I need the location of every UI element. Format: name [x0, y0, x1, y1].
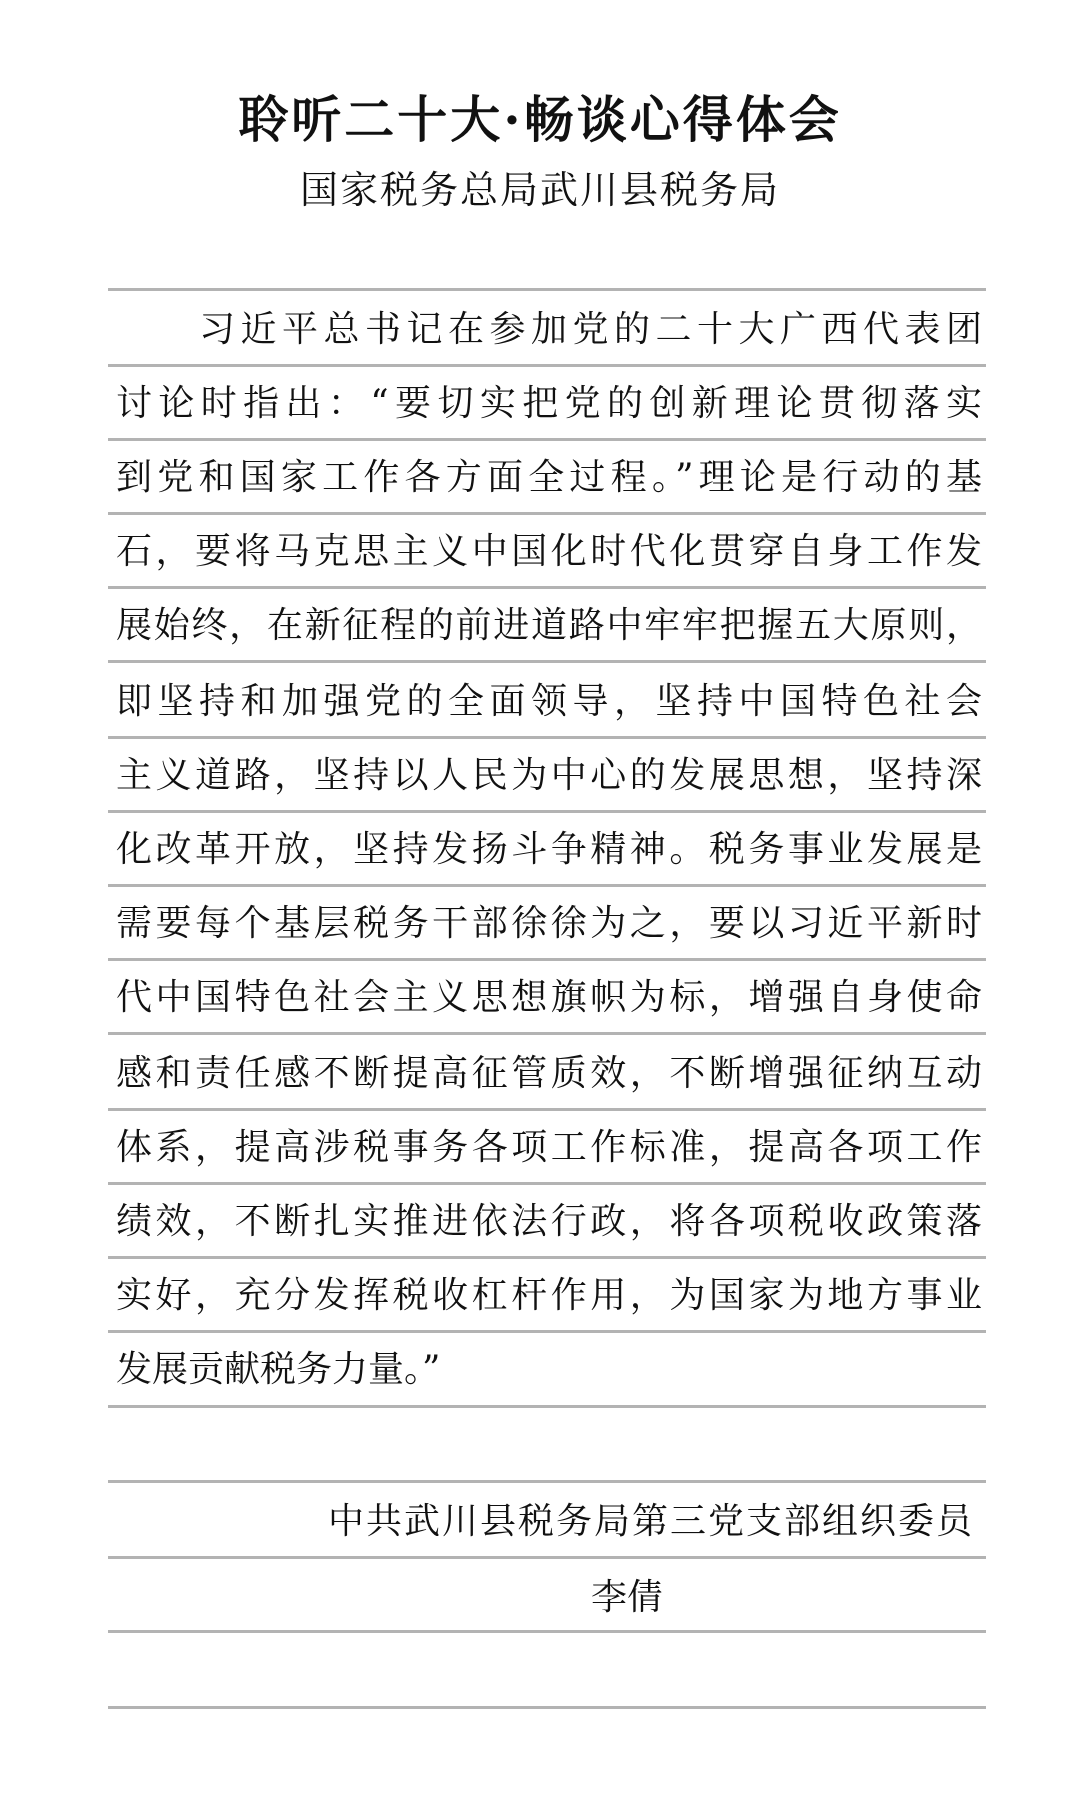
- document-subtitle: 国家税务总局武川县税务局: [299, 168, 780, 212]
- body-line: 主义道路，坚持以人民为中心的发展思想，坚持深: [116, 755, 982, 796]
- ruled-line: [108, 1108, 986, 1111]
- ruled-line: [108, 736, 986, 739]
- document-title: 聆听二十大·畅谈心得体会: [238, 90, 842, 149]
- body-line: 绩效，不断扎实推进依法行政，将各项税收政策落: [116, 1201, 982, 1242]
- ruled-line: [108, 1032, 986, 1035]
- body-line: 体系，提高涉税事务各项工作标准，提高各项工作: [116, 1127, 982, 1168]
- ruled-line: [108, 512, 986, 515]
- ruled-line: [108, 288, 986, 291]
- ruled-line: [108, 1256, 986, 1259]
- signature-name: 李倩: [590, 1577, 663, 1618]
- ruled-line: [108, 438, 986, 441]
- ruled-line: [108, 1630, 986, 1633]
- body-line: 讨论时指出：“要切实把党的创新理论贯彻落实: [116, 383, 982, 424]
- body-line: 需要每个基层税务干部徐徐为之，要以习近平新时: [116, 903, 982, 944]
- body-line: 到党和国家工作各方面全过程。”理论是行动的基: [116, 457, 982, 498]
- body-line: 实好，充分发挥税收杠杆作用，为国家为地方事业: [116, 1275, 982, 1316]
- ruled-line: [108, 810, 986, 813]
- ruled-line: [108, 586, 986, 589]
- ruled-line: [108, 884, 986, 887]
- body-line: 化改革开放，坚持发扬斗争精神。税务事业发展是: [116, 829, 982, 870]
- ruled-line: [108, 1405, 986, 1408]
- signature-organization: 中共武川县税务局第三党支部组织委员: [327, 1501, 974, 1542]
- body-line: 代中国特色社会主义思想旗帜为标，增强自身使命: [116, 977, 982, 1018]
- ruled-line: [108, 660, 986, 663]
- ruled-line: [108, 1182, 986, 1185]
- ruled-line: [108, 958, 986, 961]
- body-line: 石，要将马克思主义中国化时代化贯穿自身工作发: [116, 531, 982, 572]
- ruled-line: [108, 1706, 986, 1709]
- body-line: 感和责任感不断提高征管质效，不断增强征纳互动: [116, 1053, 982, 1094]
- body-line: 展始终，在新征程的前进道路中牢牢把握五大原则，: [116, 605, 982, 646]
- ruled-line: [108, 364, 986, 367]
- body-line: 习近平总书记在参加党的二十大广西代表团: [116, 309, 982, 350]
- body-line: 即坚持和加强党的全面领导，坚持中国特色社会: [116, 681, 982, 722]
- ruled-line: [108, 1556, 986, 1559]
- ruled-line: [108, 1330, 986, 1333]
- ruled-line: [108, 1480, 986, 1483]
- body-line: 发展贡献税务力量。”: [116, 1349, 441, 1390]
